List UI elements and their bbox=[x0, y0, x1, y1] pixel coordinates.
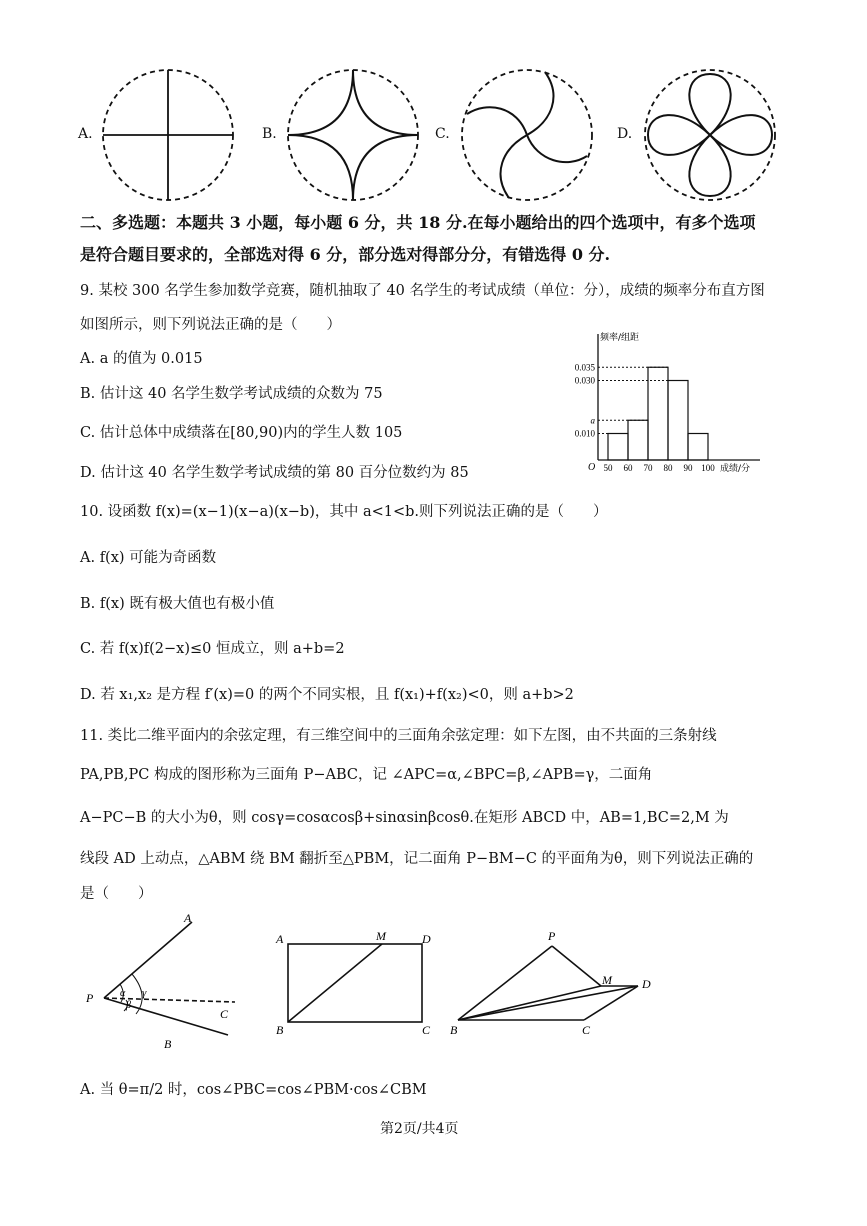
histogram-bar-60-70 bbox=[628, 420, 648, 460]
y-tick-label: 0.030 bbox=[574, 375, 595, 386]
trihedral-label-a: A bbox=[184, 911, 192, 925]
q11-line5: 是（ ） bbox=[80, 886, 153, 902]
trihedral-label-gamma: γ bbox=[142, 987, 147, 999]
rect-label-m: M bbox=[376, 929, 386, 943]
x-tick-label: 90 bbox=[683, 463, 693, 473]
folded-figure bbox=[448, 928, 678, 1038]
option-c-figure bbox=[457, 66, 597, 206]
x-tick-label: 50 bbox=[603, 463, 613, 473]
trihedral-label-alpha: α bbox=[120, 988, 126, 999]
trihedral-angle-figure bbox=[80, 910, 260, 1060]
y-tick-label: a bbox=[590, 415, 595, 426]
folded-label-c: C bbox=[582, 1023, 591, 1037]
folded-label-b: B bbox=[450, 1023, 458, 1037]
rect-label-c: C bbox=[422, 1023, 431, 1037]
histogram-bar-80-90 bbox=[668, 381, 688, 461]
section-heading-line2: 是符合题目要求的，全部选对得 6 分，部分选对得部分分，有错选得 0 分. bbox=[80, 245, 611, 264]
folded-label-m: M bbox=[602, 973, 612, 987]
x-axis-label: 成绩/分 bbox=[720, 464, 751, 474]
rect-label-b: B bbox=[276, 1023, 284, 1037]
origin-label: O bbox=[588, 462, 596, 473]
folded-label-d: D bbox=[642, 977, 651, 991]
option-a-label: A. bbox=[78, 126, 93, 142]
y-tick-label: 0.010 bbox=[574, 428, 595, 439]
x-tick-label: 80 bbox=[663, 463, 673, 473]
rectangle-abcd-figure bbox=[272, 928, 447, 1038]
q11-line4: 线段 AD 上动点，△ABM 绕 BM 翻折至△PBM，记二面角 P−BM−C 的平面角为θ，则下列说法正确的 bbox=[80, 851, 754, 867]
q10-option-c: C. 若 f(x)f(2−x)≤0 恒成立，则 a+b=2 bbox=[80, 641, 345, 657]
option-c-label: C. bbox=[435, 126, 450, 142]
histogram-bar-90-100 bbox=[688, 434, 708, 461]
q9-stem-line2: 如图所示，则下列说法正确的是（ ） bbox=[80, 317, 341, 333]
q9-option-b: B. 估计这 40 名学生数学考试成绩的众数为 75 bbox=[80, 386, 383, 402]
histogram-bar-70-80 bbox=[648, 367, 668, 460]
rect-label-a: A bbox=[276, 932, 284, 946]
q9-option-d: D. 估计这 40 名学生数学考试成绩的第 80 百分位数约为 85 bbox=[80, 465, 469, 481]
folded-label-p: P bbox=[548, 929, 556, 943]
option-d-figure bbox=[640, 66, 780, 206]
trihedral-label-beta: β bbox=[126, 1000, 131, 1011]
x-tick-label: 100 bbox=[701, 463, 715, 473]
q11-line3: A−PC−B 的大小为θ，则 cosγ=cosαcosβ+sinαsinβcosθ.在矩形 ABCD 中，AB=1,BC=2,M 为 bbox=[80, 810, 729, 826]
trihedral-label-b: B bbox=[164, 1037, 172, 1051]
q11-option-a: A. 当 θ=π/2 时，cos∠PBC=cos∠PBM·cos∠CBM bbox=[80, 1082, 427, 1098]
histogram-bar-50-60 bbox=[608, 434, 628, 461]
q10-option-d: D. 若 x₁,x₂ 是方程 f′(x)=0 的两个不同实根，且 f(x₁)+f(x₂)<0，则 a+b>2 bbox=[80, 687, 574, 703]
option-b-label: B. bbox=[262, 126, 277, 142]
x-tick-label: 60 bbox=[623, 463, 633, 473]
trihedral-label-p: P bbox=[86, 991, 94, 1005]
page-number: 第2页/共4页 bbox=[380, 1121, 459, 1137]
q10-option-a: A. f(x) 可能为奇函数 bbox=[80, 550, 217, 566]
q11-line2: PA,PB,PC 构成的图形称为三面角 P−ABC，记 ∠APC=α,∠BPC=β,∠APB=γ，二面角 bbox=[80, 767, 653, 783]
y-axis-label: 频率/组距 bbox=[600, 333, 640, 343]
trihedral-label-c: C bbox=[220, 1007, 229, 1021]
rect-label-d: D bbox=[422, 932, 431, 946]
option-a-figure bbox=[98, 66, 238, 206]
y-tick-label: 0.035 bbox=[574, 362, 595, 373]
q9-option-c: C. 估计总体中成绩落在[80,90)内的学生人数 105 bbox=[80, 425, 403, 441]
section-heading-line1: 二、多选题：本题共 3 小题，每小题 6 分，共 18 分.在每小题给出的四个选项中，有多个选项 bbox=[80, 213, 756, 232]
frequency-histogram bbox=[560, 328, 770, 478]
q10-stem: 10. 设函数 f(x)=(x−1)(x−a)(x−b)，其中 a<1<b.则下列说法正确的是（ ） bbox=[80, 504, 608, 520]
x-tick-label: 70 bbox=[643, 463, 653, 473]
q10-option-b: B. f(x) 既有极大值也有极小值 bbox=[80, 596, 275, 612]
q9-option-a: A. a 的值为 0.015 bbox=[80, 351, 203, 367]
q9-stem-line1: 9. 某校 300 名学生参加数学竞赛，随机抽取了 40 名学生的考试成绩（单位：分），成绩的频率分布直方图 bbox=[80, 283, 765, 299]
q11-line1: 11. 类比二维平面内的余弦定理，有三维空间中的三面角余弦定理：如下左图，由不共面的三条射线 bbox=[80, 728, 717, 744]
option-b-figure bbox=[283, 66, 423, 206]
option-d-label: D. bbox=[617, 126, 633, 142]
